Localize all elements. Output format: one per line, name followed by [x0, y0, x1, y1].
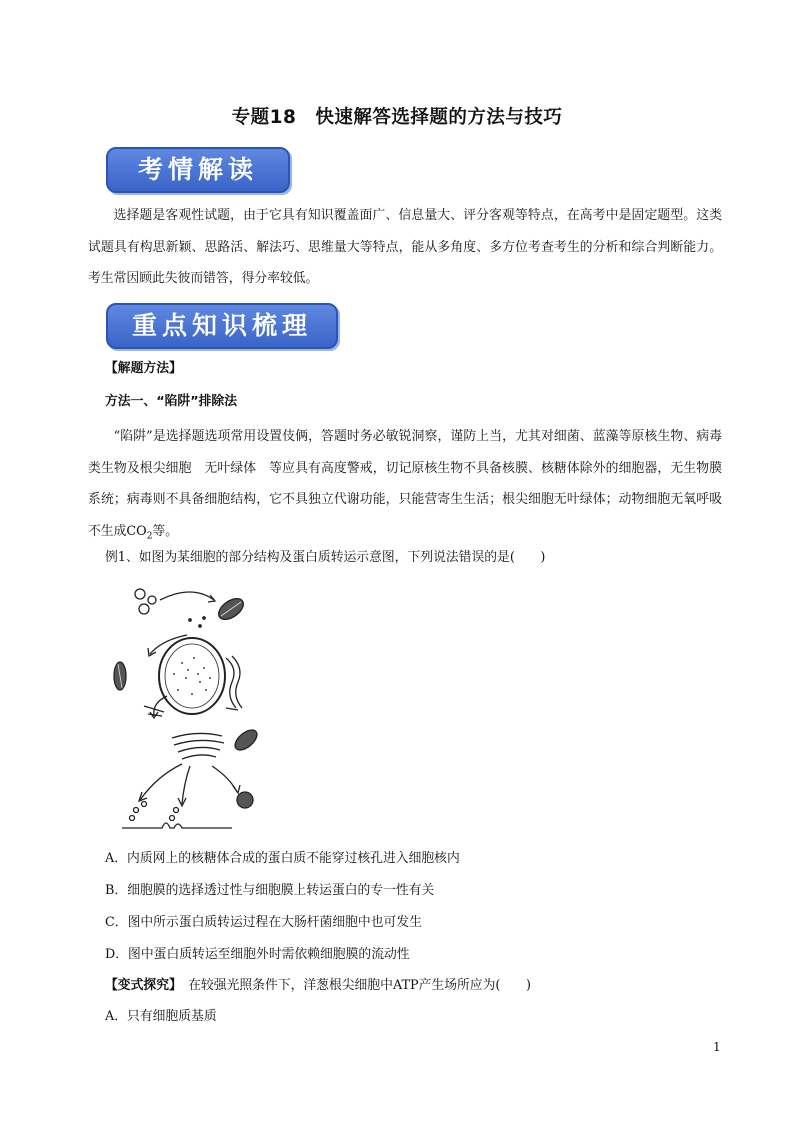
cell-diagram-figure	[112, 578, 282, 836]
variant-label: 【变式探究】	[105, 978, 176, 993]
banner-exam-analysis: 考情解读	[106, 147, 290, 193]
variant-text: 在较强光照条件下，洋葱根尖细胞中ATP产生场所应为( )	[175, 978, 531, 993]
variant-option-a: A．只有细胞质基质	[105, 1009, 217, 1024]
intro-paragraph: 选择题是客观性试题，由于它具有知识覆盖面广、信息量大、评分客观等特点，在高考中是固定题型。这类试题具有构思新颖、思路活、解法巧、思维量大等特点，能从多角度、多方位考查考生的分析和综合判断能力。考生常因顾此失彼而错答，得分率较低。	[88, 208, 722, 286]
section-label: 【解题方法】	[105, 361, 182, 376]
co2-text: CO	[126, 523, 147, 539]
method1-paragraph	[88, 421, 722, 553]
page-title: 专题18 快速解答选择题的方法与技巧	[231, 107, 563, 128]
option-b: B．细胞膜的选择透过性与细胞膜上转运蛋白的专一性有关	[105, 883, 435, 898]
co2-subscript: 2	[146, 531, 153, 542]
option-c: C．图中所示蛋白质转运过程在大肠杆菌细胞中也可发生	[105, 915, 422, 930]
method1-body: “陷阱”是选择题选项常用设置伎俩，答题时务必敏锐洞察，谨防上当，尤其对细菌、蓝藻等原核生物、病毒类生物及根尖细胞 无叶绿体 等应具有高度警戒，切记原核生物不具备核膜、核糖体除外的细胞器，无生物膜系统；病毒则不具备细胞结构，它不具独立代谢功能，只能营寄生生活；根尖细胞无叶绿体；动物细胞无氧呼吸不生成	[88, 429, 722, 539]
method1-title: 方法一、“陷阱”排除法	[105, 394, 237, 409]
option-d: D．图中蛋白质转运至细胞外时需依赖细胞膜的流动性	[105, 947, 410, 962]
option-a: A．内质网上的核糖体合成的蛋白质不能穿过核孔进入细胞核内	[105, 851, 460, 866]
variant-question	[105, 976, 531, 996]
co2-tail: 等。	[152, 523, 179, 539]
page-number: 1	[713, 1040, 721, 1054]
banner-key-knowledge: 重点知识梳理	[106, 303, 338, 349]
example1-question: 例1、如图为某细胞的部分结构及蛋白质转运示意图，下列说法错误的是( )	[105, 550, 546, 565]
